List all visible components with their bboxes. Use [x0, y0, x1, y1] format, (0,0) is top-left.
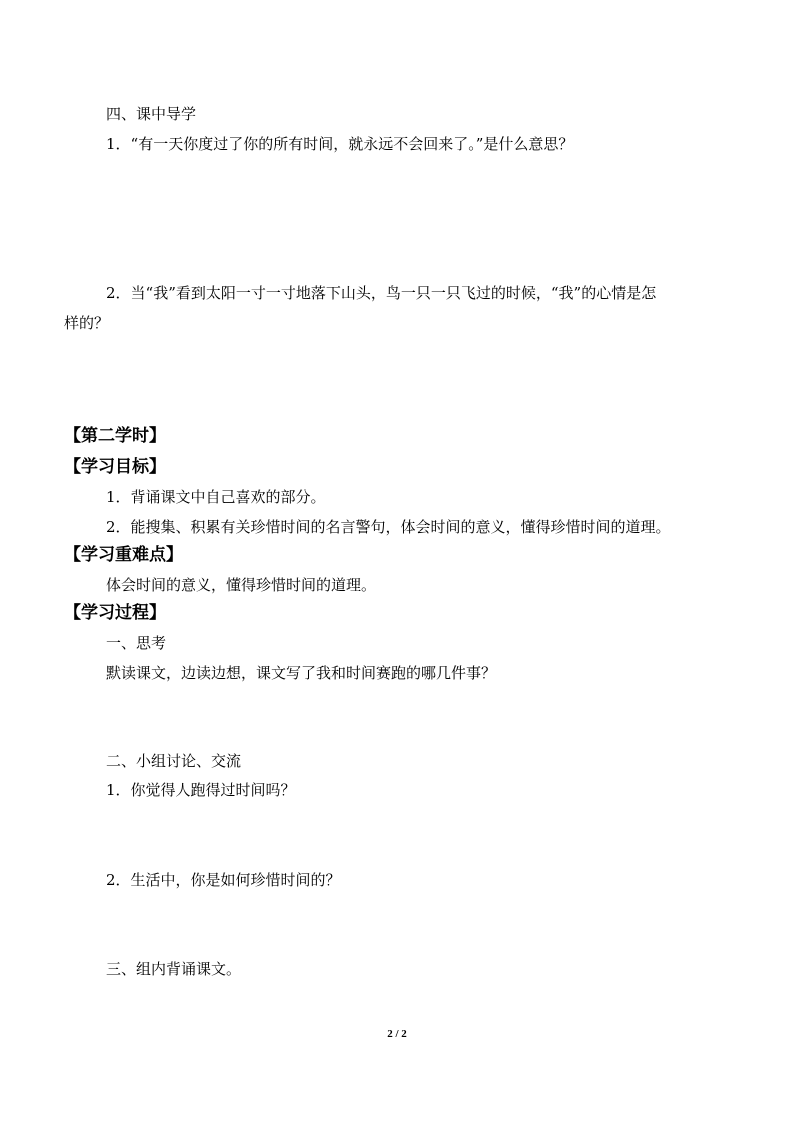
- step-1-title: 一、思考: [106, 634, 167, 652]
- question-1: 1．“有一天你度过了你的所有时间，就永远不会回来了。”是什么意思？: [106, 135, 574, 153]
- process-heading: 【学习过程】: [64, 603, 166, 623]
- section-title: 四、课中导学: [106, 105, 197, 123]
- step-2-title: 二、小组讨论、交流: [106, 752, 242, 770]
- step-3-title: 三、组内背诵课文。: [106, 960, 242, 978]
- step-2-question-2: 2．生活中，你是如何珍惜时间的？: [106, 871, 341, 889]
- page-number: 2 / 2: [387, 1028, 407, 1040]
- step-1-text: 默读课文，边读边想，课文写了我和时间赛跑的哪几件事？: [106, 664, 497, 682]
- step-2-question-1: 1．你觉得人跑得过时间吗？: [106, 781, 296, 799]
- goal-1: 1．背诵课文中自己喜欢的部分。: [106, 488, 326, 506]
- question-2-line-1: 2．当“我”看到太阳一寸一寸地落下山头，鸟一只一只飞过的时候，“我”的心情是怎: [106, 284, 657, 302]
- lesson-heading: 【第二学时】: [64, 426, 166, 446]
- goal-2: 2．能搜集、积累有关珍惜时间的名言警句，体会时间的意义，懂得珍惜时间的道理。: [106, 518, 671, 536]
- question-2-line-2: 样的？: [64, 314, 110, 332]
- goals-heading: 【学习目标】: [64, 457, 166, 477]
- key-points-heading: 【学习重难点】: [64, 545, 183, 565]
- key-points-text: 体会时间的意义，懂得珍惜时间的道理。: [106, 576, 377, 594]
